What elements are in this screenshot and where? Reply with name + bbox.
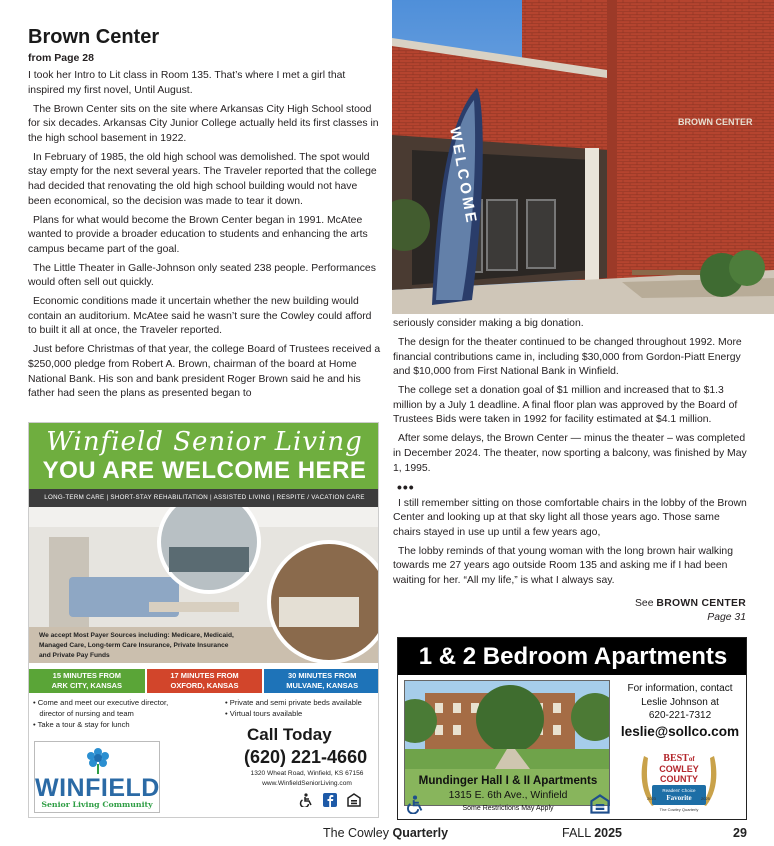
year: 2025 [594,826,623,840]
pub-prefix: The Cowley [323,826,393,840]
equal-housing-icon [590,794,610,814]
paragraph: seriously consider making a big donation. [393,318,584,329]
pub-bold: Quarterly [392,826,449,840]
paragraph: In February of 1985, the old high school was demolished. The spot would stay empty for the next several years. The Traveler reported that the college had decided that renovating the old high school building would not have been economical, so the decision was made to tear it down. [28,151,377,207]
continued-on [635,597,746,625]
ad-bullets-right [225,697,362,719]
contact-email[interactable]: leslie@sollco.com [620,724,740,739]
ad-welcome: YOU ARE WELCOME HERE [42,457,367,484]
info-phone[interactable]: 620-221-7312 [648,710,712,721]
ad-phone[interactable]: (620) 221-4660 [244,747,368,767]
ad-script-title: Winfield Senior Living [46,427,363,457]
building-sign: BROWN CENTER [678,117,753,127]
info-line: For information, contact [627,683,733,694]
article-title: Brown Center [28,26,160,48]
badge-year-left: 2023 [647,796,656,801]
badge-of: of [688,755,695,763]
badge-year-right: 2025 [701,796,710,801]
issue-season [562,826,622,840]
paragraph: Just before Christmas of that year, the college Board of Trustees received a $250,000 pledge from Robert A. Brown, chairman of the board at Home National Bank. His son and bank president Roger Brown said he and his father had seen the plans as presented began to [28,344,381,400]
ad-services: LONG-TERM CARE | SHORT-STAY REHABILITATION | ASSISTED LIVING | RESPITE / VACATION CARE [29,489,379,507]
distance-line: 15 MINUTES FROM [52,671,121,680]
ad-address [239,769,375,789]
ad-payer-sources: We accept Most Payer Sources including: Medicare, Medicaid, Managed Care, Long-term Care Insurance, Private Insurance and Private Pay Funds [39,632,234,659]
address-line: 1320 Wheat Road, Winfield, KS 67156 [250,770,364,777]
bullet: • Private and semi private beds available [225,698,362,707]
ad-icons [299,793,361,807]
ad-distances [29,669,379,693]
see-page: Page 31 [707,612,746,623]
bullet: • Take a tour & stay for lunch [33,720,130,729]
call-label: Call Today [247,725,332,744]
building-address: 1315 E. 6th Ave., Winfield [448,790,568,801]
article-left-column [28,69,382,406]
see-prefix: See [635,598,654,609]
flower-icon [83,746,113,774]
paragraph: I still remember sitting on those comfortable chairs in the lobby of the Brown Center and looking up at that sky light all those years ago. Those same chairs stayed in use up until a few years ago, [393,497,747,538]
page-number: 29 [733,826,747,840]
paragraph: I took her Intro to Lit class in Room 135. That’s where I met a girl that inspired my first novel, Until August. [28,70,346,96]
flag-text: WELCOME [446,125,481,227]
ad2-headline: 1 & 2 Bedroom Apartments [398,638,747,675]
accessibility-icon [406,794,424,814]
logo-name: WINFIELD [35,774,160,802]
publication-name [323,826,448,840]
paragraph: The design for the theater continued to be changed throughout 1992. More financial contributions came in, including $30,000 from Gordon-Piatt Energy and $10,000 from First National Bank in Winfield. [393,336,742,378]
distance-box [147,669,265,693]
ad-bullets-left [33,697,168,730]
ad-header [29,423,379,489]
equal-housing-icon [347,793,361,807]
paragraph: After some delays, the Brown Center — minus the theater – was completed in December 2024. The theater, now sporting a balcony, was finished by May 1, 1995. [393,433,747,474]
distance-place: OXFORD, KANSAS [170,681,239,690]
distance-place: ARK CITY, KANSAS [51,681,123,690]
bullet: • Virtual tours available [225,709,303,718]
logo-tagline: Senior Living Community [41,800,153,809]
facebook-icon[interactable] [323,793,337,807]
see-name: BROWN CENTER [656,598,746,609]
info-line: Leslie Johnson at [641,696,719,708]
paragraph: The college set a donation goal of $1 million and increased that to $1.3 million by a July 1 deadline. A final floor plan was approved by the Board of Trustees Bids were taken in 1992 for facility estimated at $4.1 million. [393,385,738,426]
distance-place: MULVANE, KANSAS [286,681,359,690]
website-link[interactable]: www.WinfieldSeniorLiving.com [262,780,352,787]
badge-favorite: Favorite [666,794,692,802]
paragraph: Economic conditions made it uncertain whether the new building would contain an auditorium. McAtee said he wasn’t sure the Cowley could afford to built it all at once, the Traveler reported. [28,296,372,337]
winfield-senior-living-ad [28,422,379,818]
distance-line: 30 MINUTES FROM [288,671,357,680]
winfield-logo [34,741,160,813]
building-name: Mundinger Hall I & II Apartments [418,774,598,787]
distance-line: 17 MINUTES FROM [170,671,239,680]
brown-center-photo [392,0,774,314]
badge-cowley: COWLEY [659,764,699,774]
restrictions: Some Restrictions May Apply [462,805,554,812]
distance-box [264,669,379,693]
paragraph: Plans for what would become the Brown Center began in 1991. McAtee wanted to provide a broader education to students and enhancing the arts campus became part of the goal. [28,214,368,255]
article-right-column [393,317,748,593]
bullet: • Come and meet our executive director, [33,698,169,707]
apartments-ad [397,637,747,820]
bullet: director of nursing and team [33,709,134,718]
paragraph: The Little Theater in Galle-Johnson only seated 238 people. Performances would often sell out quickly. [28,262,376,289]
svg-text:BESTof [663,753,695,764]
contact-info [614,682,746,723]
best-of-cowley-badge [638,746,720,816]
badge-best: BEST [663,753,689,764]
paragraph: The Brown Center sits on the site where Arkansas City High School stood for six decades. Arkansas City Junior College actually held its first classes in the high school basement in 1922. [28,103,379,144]
distance-box [29,669,147,693]
mundinger-hall-photo [404,680,610,806]
section-separator: ••• [397,478,415,495]
paragraph: The lobby reminds of that young woman with the long brown hair walking towards me 27 years ago outside Room 135 and asking me if I had been waiting for her. “All my life,” is what I always say. [393,545,733,586]
badge-choice: Readers' Choice [662,788,696,793]
badge-bottom: The Cowley Quarterly [659,807,699,812]
season: FALL [562,826,595,840]
continued-from: from Page 28 [28,52,94,64]
badge-county: COUNTY [660,774,698,784]
accessibility-icon [299,793,313,807]
